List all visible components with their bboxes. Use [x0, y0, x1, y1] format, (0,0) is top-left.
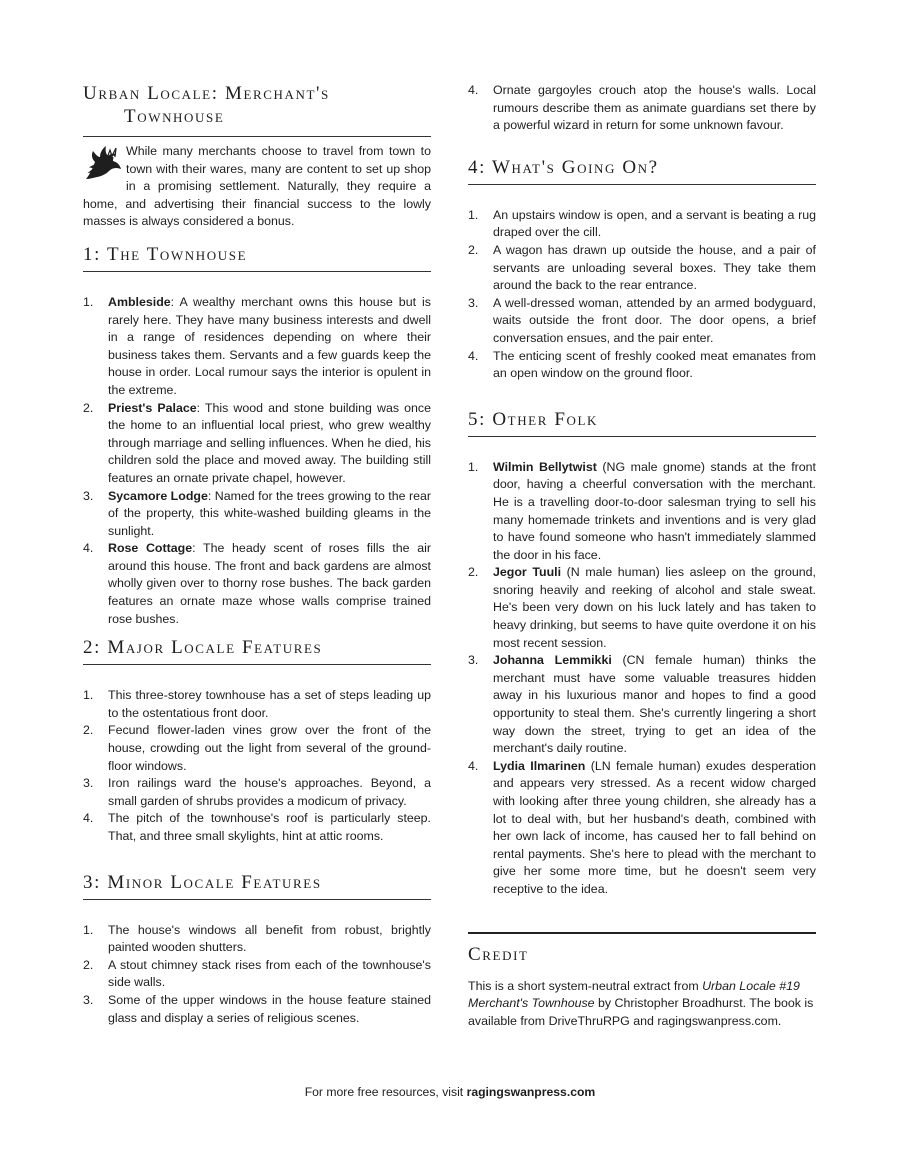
- book-title: Urban Locale #19 Merchant's Townhouse: [468, 978, 800, 1011]
- item-name: Rose Cottage: [108, 541, 193, 556]
- other-folk-list: [468, 459, 816, 899]
- page-title-line1: Urban Locale: Merchant's: [83, 83, 330, 104]
- intro-text: While many merchants choose to travel from town to town with their wares, many are content to set up shop in a promising settlement. Naturally, they require a home, and advertising their financial success to the lowly masses is always considered a bonus.: [83, 144, 431, 229]
- right-column: [468, 82, 816, 1030]
- list-item: 4. Lydia Ilmarinen (LN female human) exudes desperation and appears very stressed. As a recent widow charged with looking after three young children, she already has a lot to deal with, but her husband's death, combined with her own lack of income, has caused her to fall behind on rental payments. She's here to plead with the merchant to give her some more time, but he doesn't seem very receptive to the idea.: [468, 758, 816, 896]
- townhouse-list: [83, 294, 431, 628]
- list-item: 1. Wilmin Bellytwist (NG male gnome) stands at the front door, having a cheerful conversation with the merchant. He is a travelling door-to-door salesman trying to sell his many homemade trinkets and inventions and is very glad to have found someone who hasn't immediately slammed the door in his face.: [468, 459, 816, 562]
- section-heading-other-folk: 5: Other Folk: [468, 409, 816, 437]
- credit-heading: Credit: [468, 932, 816, 966]
- list-item: 1. The house's windows all benefit from robust, brightly painted wooden shutters.: [83, 922, 431, 955]
- section-heading-minor-features: 3: Minor Locale Features: [83, 872, 431, 900]
- section-heading-whats-going-on: 4: What's Going On?: [468, 157, 816, 185]
- left-column: [83, 82, 431, 1027]
- whats-going-on-list: [468, 207, 816, 383]
- list-item: 1. This three-storey townhouse has a set of steps leading up to the ostentatious front door.: [83, 688, 431, 720]
- list-item: 4. The enticing scent of freshly cooked meat emanates from an open window on the ground floor.: [468, 348, 816, 381]
- item-name: Priest's Palace: [108, 400, 197, 415]
- list-item: 3. Johanna Lemmikki (CN female human) thinks the merchant must have some valuable treasures hidden away in his luxurious manor and hopes to find a good opportunity to steal them. She's currently lingering a short way down the street, trying to get an idea of the merchant's daily routine.: [468, 653, 816, 756]
- list-item: 1. An upstairs window is open, and a servant is beating a rug draped over the cill.: [468, 207, 816, 240]
- item-name: Ambleside: [108, 294, 171, 309]
- page-title-line2: Townhouse: [124, 106, 225, 127]
- list-item: 2. Priest's Palace: This wood and stone building was once the home to an influential local priest, who grew wealthy through marriage and selling influences. When he died, his children sold the place and moved away. The building still features an ornate private chapel, however.: [83, 400, 431, 485]
- page-title: [83, 82, 431, 137]
- list-item: 3. Sycamore Lodge: Named for the trees growing to the rear of the property, this white-washed building gleams in the sunlight.: [83, 488, 431, 538]
- section-heading-townhouse: 1: The Townhouse: [83, 244, 431, 272]
- section-heading-major-features: 2: Major Locale Features: [83, 637, 431, 665]
- list-item: 2. A wagon has drawn up outside the house, and a pair of servants are unloading several boxes. They take them around the back to the rear entrance.: [468, 242, 816, 293]
- minor-features-list: [83, 922, 431, 1028]
- credit-text: This is a short system-neutral extract from Urban Locale #19 Merchant's Townhouse by Christopher Broadhurst. The book is available from DriveThruRPG and ragingswanpress.com.: [468, 978, 814, 1028]
- npc-name: Jegor Tuuli: [493, 565, 562, 580]
- list-item: 2. Jegor Tuuli (N male human) lies asleep on the ground, snoring heavily and reeking of alcohol and stale sweat. He's been very down on his luck lately and has taken to heavy drinking, but seems to have quite overdone it on his most recent session.: [468, 565, 816, 650]
- minor-features-list-continued: [468, 82, 816, 135]
- footer: For more free resources, visit ragingswanpress.com: [304, 1085, 596, 1099]
- list-item: 4. Ornate gargoyles crouch atop the house's walls. Local rumours describe them as animate guardians set there by a powerful wizard in return for some unknown favour.: [468, 83, 816, 133]
- npc-name: Lydia Ilmarinen: [493, 758, 586, 773]
- list-item: 2. Fecund flower-laden vines grow over the front of the house, crowding out the light from several of the ground-floor windows.: [83, 723, 431, 773]
- list-item: 3. A well-dressed woman, attended by an armed bodyguard, waits outside the front door. The door opens, a brief conversation ensues, and the pair enter.: [468, 295, 816, 345]
- list-item: 4. Rose Cottage: The heady scent of roses fills the air around this house. The front and back gardens are almost wholly given over to thorny rose bushes. The back garden features an ornate maze whose walls comprise trained rose bushes.: [83, 541, 431, 626]
- npc-name: Johanna Lemmikki: [493, 653, 612, 668]
- footer-link[interactable]: ragingswanpress.com: [466, 1085, 596, 1099]
- major-features-list: [83, 687, 431, 845]
- npc-name: Wilmin Bellytwist: [493, 459, 597, 474]
- raging-swan-logo-icon: [83, 143, 123, 183]
- item-name: Sycamore Lodge: [108, 488, 208, 503]
- list-item: 3. Iron railings ward the house's approaches. Beyond, a small garden of shrubs provides a modicum of privacy.: [83, 776, 431, 808]
- intro-paragraph: [83, 143, 431, 231]
- list-item: 1. Ambleside: A wealthy merchant owns this house but is rarely here. They have many business interests and dwell in a range of residences depending on where their business takes them. Servants and a few guards keep the house in order. Local rumour says the interior is opulent in the extreme.: [83, 294, 431, 397]
- list-item: 4. The pitch of the townhouse's roof is particularly steep. That, and three small skylights, hint at attic rooms.: [83, 811, 431, 843]
- list-item: 3. Some of the upper windows in the house feature stained glass and display a series of religious scenes.: [83, 992, 431, 1025]
- list-item: 2. A stout chimney stack rises from each of the townhouse's side walls.: [83, 957, 431, 990]
